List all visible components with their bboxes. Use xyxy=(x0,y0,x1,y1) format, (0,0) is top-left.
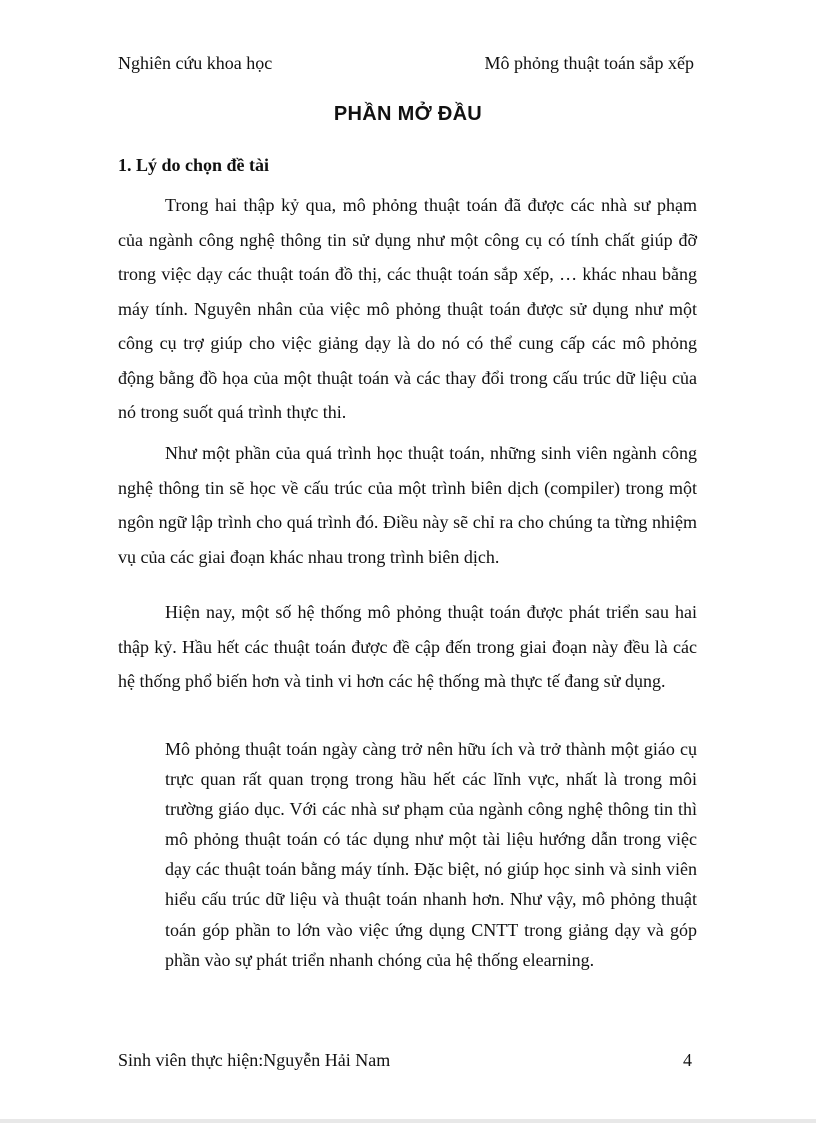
footer-author: Sinh viên thực hiện:Nguyễn Hải Nam xyxy=(118,1050,391,1070)
header-left-text: Nghiên cứu khoa học xyxy=(118,53,273,73)
paragraph-1: Trong hai thập kỷ qua, mô phỏng thuật toán đã được các nhà sư phạm của ngành công nghệ thông tin sử dụng như một công cụ có tính chất giúp đỡ trong việc dạy các thuật toán đồ thị, các thuật toán sắp xếp, … khác nhau bằng máy tính. Nguyên nhân của việc mô phỏng thuật toán được sử dụng như một công cụ trợ giúp cho việc giảng dạy là do nó có thể cung cấp các mô phỏng động bằng đồ họa của một thuật toán và các thay đổi trong cấu trúc dữ liệu của nó trong suốt quá trình thực thi. xyxy=(118,195,697,422)
section-heading: 1. Lý do chọn đề tài xyxy=(118,155,270,175)
header-right-text: Mô phỏng thuật toán sắp xếp xyxy=(484,53,694,73)
page-title: PHẦN MỞ ĐẦU xyxy=(333,103,483,125)
page-bottom-edge xyxy=(0,1119,816,1123)
paragraph-3: Hiện nay, một số hệ thống mô phỏng thuật toán được phát triển sau hai thập kỷ. Hầu hết các thuật toán được đề cập đến trong giai đoạn này đều là các hệ thống phổ biến hơn và tinh vi hơn các hệ thống mà thực tế đang sử dụng. xyxy=(118,602,697,691)
paragraph-2: Như một phần của quá trình học thuật toán, những sinh viên ngành công nghệ thông tin sẽ học về cấu trúc của một trình biên dịch (compiler) trong một ngôn ngữ lập trình cho quá trình đó. Điều này sẽ chỉ ra cho chúng ta từng nhiệm vụ của các giai đoạn khác nhau trong trình biên dịch. xyxy=(118,443,697,567)
page-number: 4 xyxy=(683,1050,692,1070)
block-quote: Mô phỏng thuật toán ngày càng trở nên hữu ích và trở thành một giáo cụ trực quan rất quan trọng trong hầu hết các lĩnh vực, nhất là trong môi trường giáo dục. Với các nhà sư phạm của ngành công nghệ thông tin thì mô phỏng thuật toán có tác dụng như một tài liệu hướng dẫn trong việc dạy các thuật toán bằng máy tính. Đặc biệt, nó giúp học sinh và sinh viên hiểu cấu trúc dữ liệu và thuật toán nhanh hơn. Như vậy, mô phỏng thuật toán góp phần to lớn vào việc ứng dụng CNTT trong giảng dạy và góp phần vào sự phát triển nhanh chóng của hệ thống elearning. xyxy=(165,739,697,970)
